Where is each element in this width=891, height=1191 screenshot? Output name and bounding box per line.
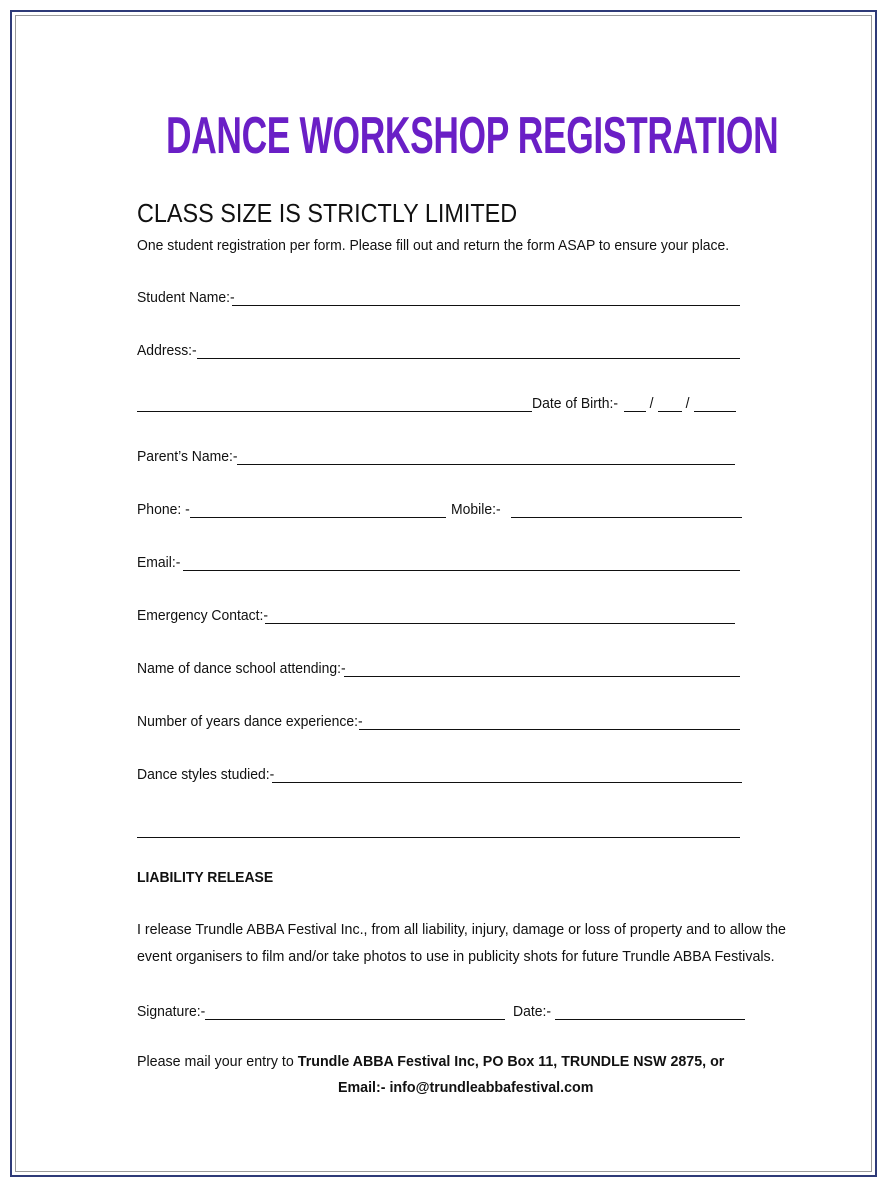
email-field[interactable] xyxy=(183,554,740,571)
emergency-contact-field[interactable] xyxy=(265,607,735,624)
years-experience-label: Number of years dance experience:- xyxy=(137,713,363,730)
signature-row xyxy=(137,998,745,1022)
phone-row xyxy=(137,496,742,520)
email-label: Email:- xyxy=(137,554,181,571)
mobile-field[interactable] xyxy=(511,501,742,518)
emergency-contact-label: Emergency Contact:- xyxy=(137,607,269,624)
date-label: Date:- xyxy=(513,1003,551,1020)
address-field[interactable] xyxy=(197,342,740,359)
years-experience-row xyxy=(137,708,740,732)
address-dob-row xyxy=(137,390,736,414)
mailing-email-line xyxy=(338,1077,593,1099)
parents-name-field[interactable] xyxy=(237,448,735,465)
date-of-birth-label: Date of Birth:- xyxy=(532,395,619,412)
mailing-email-label: Email:- xyxy=(338,1079,386,1096)
mailing-address: Trundle ABBA Festival Inc, PO Box 11, TRUNDLE NSW 2875, or xyxy=(297,1053,725,1070)
dance-school-label: Name of dance school attending:- xyxy=(137,660,346,677)
student-name-label: Student Name:- xyxy=(137,289,235,306)
parents-name-label: Parent’s Name:- xyxy=(137,448,238,465)
dob-separator: / xyxy=(649,395,654,412)
intro-text: One student registration per form. Please fill out and return the form ASAP to ensure your place. xyxy=(137,237,730,254)
mobile-label: Mobile:- xyxy=(451,501,501,518)
dob-day-field[interactable] xyxy=(624,395,646,412)
address-row xyxy=(137,337,740,361)
mailing-prefix: Please mail your entry to xyxy=(137,1053,298,1070)
class-size-notice: CLASS SIZE IS STRICTLY LIMITED xyxy=(137,198,518,228)
dob-separator: / xyxy=(685,395,690,412)
dance-styles-extra-row xyxy=(137,816,740,840)
dance-styles-row xyxy=(137,761,742,785)
years-experience-field[interactable] xyxy=(359,713,740,730)
address-label: Address:- xyxy=(137,342,197,359)
liability-heading: LIABILITY RELEASE xyxy=(137,869,274,886)
dance-styles-field[interactable] xyxy=(272,766,742,783)
phone-field[interactable] xyxy=(190,501,446,518)
phone-label: Phone: - xyxy=(137,501,190,518)
dance-school-field[interactable] xyxy=(344,660,740,677)
dob-year-field[interactable] xyxy=(694,395,736,412)
parents-name-row xyxy=(137,443,735,467)
student-name-row xyxy=(137,284,740,308)
liability-text-line-2: event organisers to film and/or take photos to use in publicity shots for future Trundle ABBA Festivals. xyxy=(137,948,775,965)
emergency-contact-row xyxy=(137,602,735,626)
dob-month-field[interactable] xyxy=(658,395,682,412)
mailing-instructions xyxy=(137,1051,724,1073)
mailing-email-link[interactable]: info@trundleabbafestival.com xyxy=(389,1079,594,1096)
dance-styles-extra-field[interactable] xyxy=(137,821,740,838)
dance-styles-label: Dance styles studied:- xyxy=(137,766,275,783)
student-name-field[interactable] xyxy=(232,289,740,306)
liability-text-line-1: I release Trundle ABBA Festival Inc., from all liability, injury, damage or loss of property and to allow the xyxy=(137,921,786,938)
signature-field[interactable] xyxy=(205,1003,505,1020)
form-title: DANCE WORKSHOP REGISTRATION xyxy=(166,107,779,165)
email-row xyxy=(137,549,740,573)
address-line2-field[interactable] xyxy=(137,395,532,412)
signature-label: Signature:- xyxy=(137,1003,206,1020)
date-field[interactable] xyxy=(555,1003,745,1020)
dance-school-row xyxy=(137,655,740,679)
